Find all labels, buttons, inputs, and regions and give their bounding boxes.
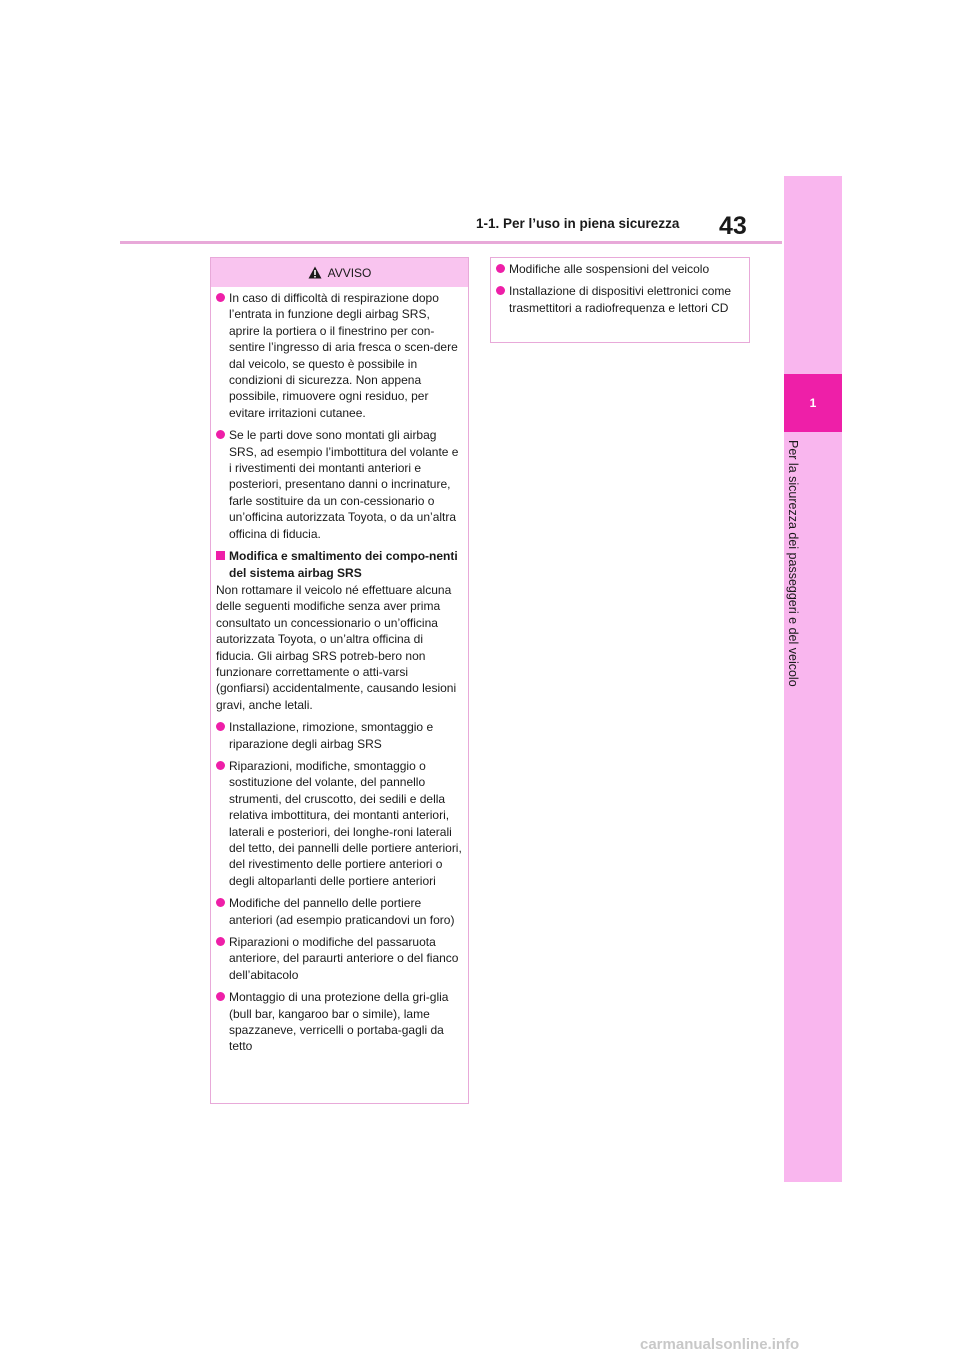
warning-continued-box [490,257,750,343]
warning-title: AVVISO [327,265,372,280]
header-divider [120,241,782,244]
bullet-icon [216,722,225,731]
warning-box [210,257,469,1104]
warning-header [211,258,468,287]
list-item: In caso di difficoltà di respirazione dopo l’entrata in funzione degli airbag SRS, aprire la portiera o il finestrino per con-sentire l’ingresso di aria fresca o scen-dere dal veicolo, se questo è possibile in condizioni di sicurezza. Non appena possibile, rimuovere ogni residuo, per evitare irritazioni cutanee. [216,290,463,421]
list-item: Installazione di dispositivi elettronici come trasmettitori a radiofrequenza e lettori CD [496,283,744,316]
chapter-number-badge: 1 [784,374,842,432]
bullet-icon [496,264,505,273]
list-item: Modifiche del pannello delle portiere anteriori (ad esempio praticandovi un foro) [216,895,463,928]
square-bullet-icon [216,551,225,560]
list-item: Riparazioni o modifiche del passaruota anteriore, del paraurti anteriore o del fianco dell’abitacolo [216,934,463,983]
bullet-icon [216,937,225,946]
list-item: Installazione, rimozione, smontaggio e riparazione degli airbag SRS [216,719,463,752]
page-number: 43 [719,212,747,240]
bullet-icon [496,286,505,295]
list-item: Modifiche alle sospensioni del veicolo [496,261,744,277]
bullet-icon [216,761,225,770]
list-item: Montaggio di una protezione della gri-glia (bull bar, kangaroo bar o simile), lame spazzaneve, verricelli o portaba-gagli da tetto [216,989,463,1055]
section-heading: Modifica e smaltimento dei compo-nenti del sistema airbag SRS [216,548,463,581]
bullet-icon [216,898,225,907]
list-item: Se le parti dove sono montati gli airbag SRS, ad esempio l’imbottitura del volante e i rivestimenti dei montanti anteriori e posteriori, presentano danni o incrinature, farle sostituire da un con-cessionario o un’officina autorizzata Toyota, o da un’altra officina di fiducia. [216,427,463,542]
warning-triangle-icon [308,266,322,279]
list-item: Riparazioni, modifiche, smontaggio o sostituzione del volante, del pannello strumenti, del cruscotto, dei sedili e della relativa imbottitura, dei montanti anteriori, laterali e posteriori, dei longhe-roni laterali del tetto, dei pannelli delle portiere anteriori, del rivestimento delle portiere anteriori o degli altoparlanti delle portiere anteriori [216,758,463,889]
bullet-icon [216,293,225,302]
chapter-side-title: Per la sicurezza dei passeggeri e del veicolo [786,440,800,687]
section-title: 1-1. Per l’uso in piena sicurezza [476,216,680,231]
bullet-icon [216,992,225,1001]
section-paragraph: Non rottamare il veicolo né effettuare alcuna delle seguenti modifiche senza aver prima consultato un concessionario o un’officina autorizzata Toyota, o un’altra officina di fiducia. Gli airbag SRS potreb-bero non funzionare correttamente o atti-varsi (gonfiarsi) accidentalmente, causando lesioni gravi, anche letali. [216,582,457,712]
bullet-icon [216,430,225,439]
watermark: carmanualsonline.info [640,1336,800,1353]
